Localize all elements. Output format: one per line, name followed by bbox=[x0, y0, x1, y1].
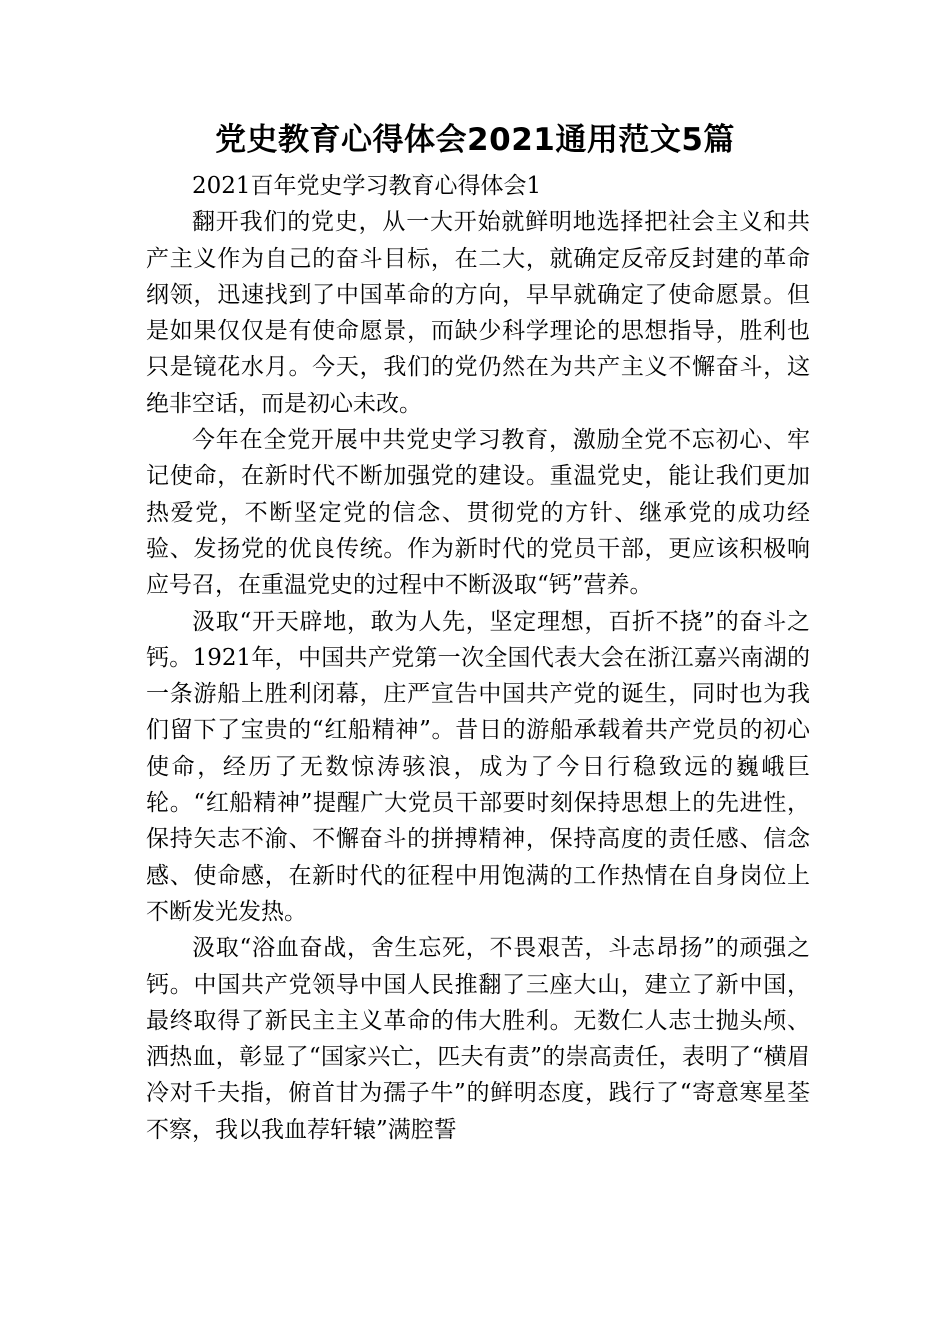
paragraph-4: 汲取“浴血奋战，舍生忘死，不畏艰苦，斗志昂扬”的顽强之钙。中国共产党领导中国人民推翻了三座大山，建立了新中国，最终取得了新民主主义革命的伟大胜利。无数仁人志士抛头颅、洒热血，彰显了“国家兴亡，匹夫有责”的崇高责任，表明了“横眉冷对千夫指，俯首甘为孺子牛”的鲜明态度，践行了“寄意寒星荃不察，我以我血荐轩辕”满腔誓 bbox=[146, 935, 810, 1143]
document-body bbox=[146, 168, 810, 1148]
paragraph-2: 今年在全党开展中共党史学习教育，激励全党不忘初心、牢记使命，在新时代不断加强党的建设。重温党史，能让我们更加热爱党，不断坚定党的信念、贯彻党的方针、继承党的成功经验、发扬党的优良传统。作为新时代的党员干部，更应该积极响应号召，在重温党史的过程中不断汲取“钙”营养。 bbox=[146, 427, 810, 599]
document-subheading: 2021百年党史学习教育心得体会1 bbox=[192, 173, 542, 199]
paragraph-1: 翻开我们的党史，从一大开始就鲜明地选择把社会主义和共产主义作为自己的奋斗目标，在二大，就确定反帝反封建的革命纲领，迅速找到了中国革命的方向，早早就确定了使命愿景。但是如果仅仅是有使命愿景，而缺少科学理论的思想指导，胜利也只是镜花水月。今天，我们的党仍然在为共产主义不懈奋斗，这绝非空话，而是初心未改。 bbox=[146, 209, 810, 417]
paragraph-3: 汲取“开天辟地，敢为人先，坚定理想，百折不挠”的奋斗之钙。1921年，中国共产党第一次全国代表大会在浙江嘉兴南湖的一条游船上胜利闭幕，庄严宣告中国共产党的诞生，同时也为我们留下了宝贵的“红船精神”。昔日的游船承载着共产党员的初心使命，经历了无数惊涛骇浪，成为了今日行稳致远的巍峨巨轮。“红船精神”提醒广大党员干部要时刻保持思想上的先进性，保持矢志不渝、不懈奋斗的拼搏精神，保持高度的责任感、信念感、使命感，在新时代的征程中用饱满的工作热情在自身岗位上不断发光发热。 bbox=[146, 608, 810, 925]
document-title: 党史教育心得体会2021通用范文5篇 bbox=[215, 122, 735, 158]
